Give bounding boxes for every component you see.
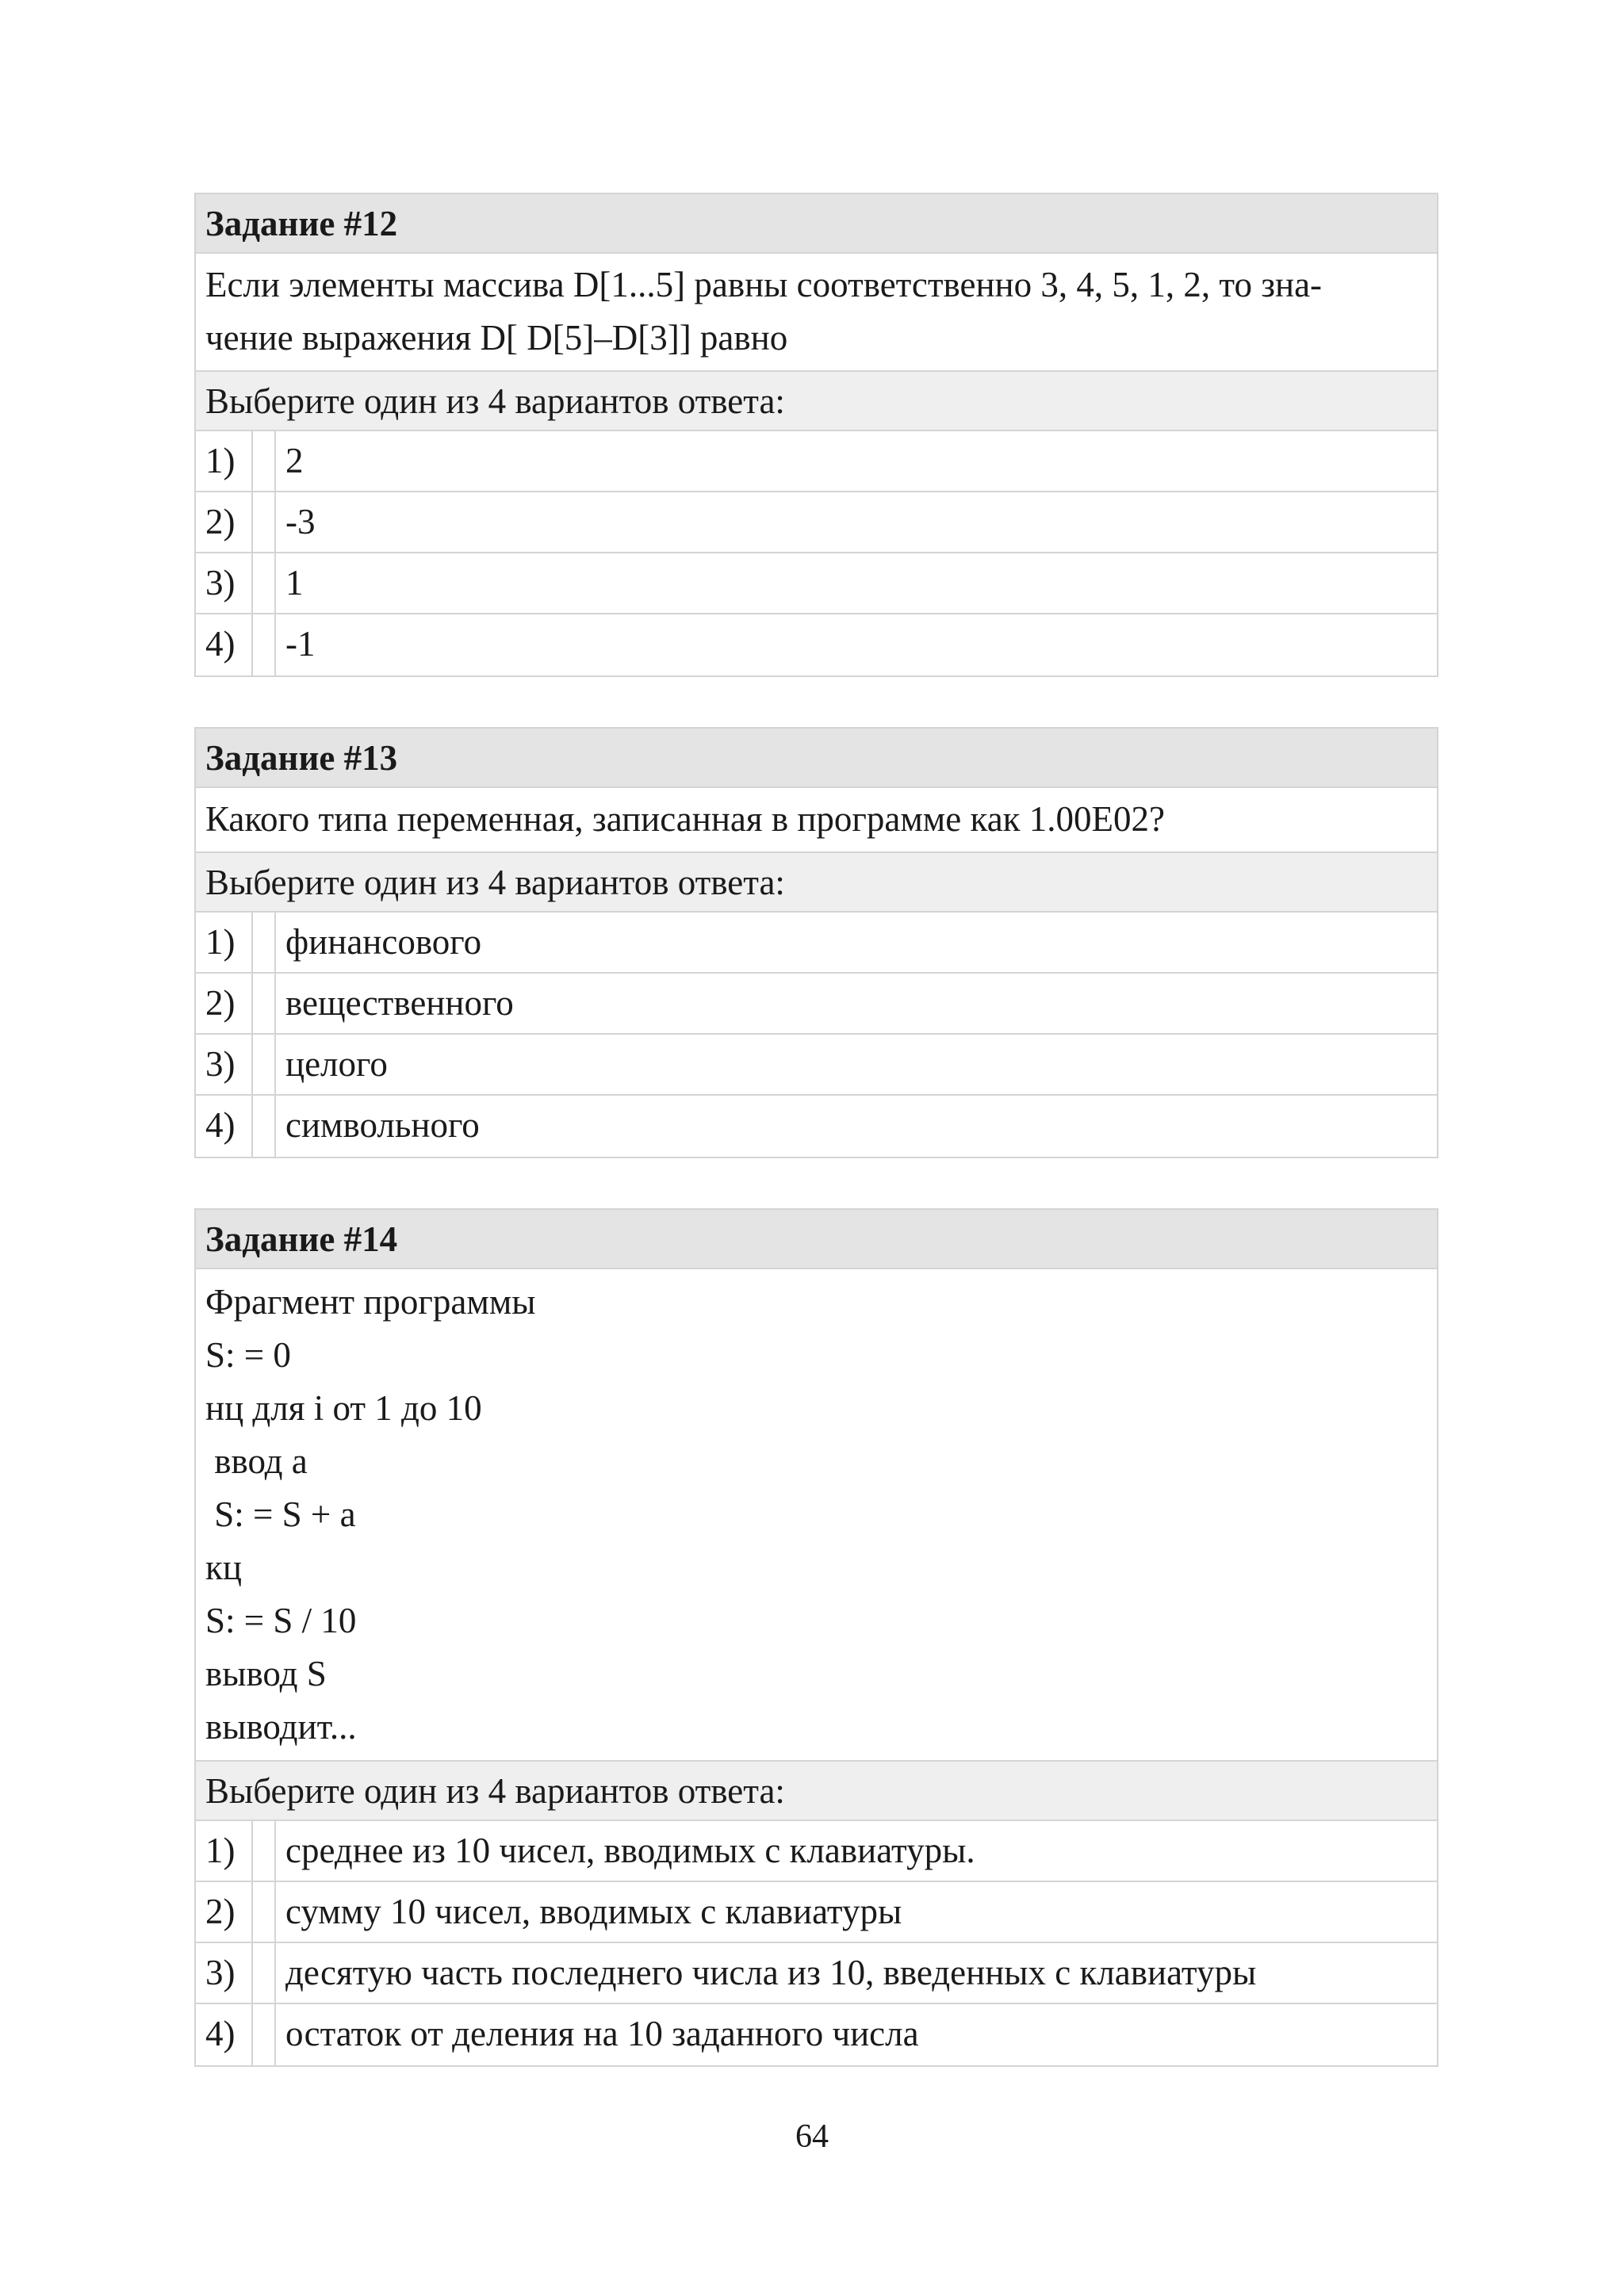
option-marker-cell	[253, 1096, 276, 1157]
option-text: 2	[285, 441, 304, 480]
code-line: S: = S / 10	[205, 1601, 357, 1640]
task-12-table	[194, 193, 1438, 677]
option-number: 1)	[196, 1821, 253, 1881]
answer-option-1[interactable]	[196, 1821, 1437, 1882]
option-marker-cell	[253, 614, 276, 675]
task-title: Задание #12	[196, 194, 1437, 254]
question-text	[196, 788, 1437, 853]
option-marker-cell	[253, 1882, 276, 1942]
answer-option-4[interactable]	[196, 1096, 1437, 1157]
option-text: целого	[285, 1044, 388, 1084]
option-number: 2)	[196, 492, 253, 552]
option-number: 3)	[196, 1943, 253, 2003]
option-marker-cell	[253, 431, 276, 491]
answer-option-4[interactable]	[196, 614, 1437, 675]
code-line: вывод S	[205, 1654, 327, 1693]
question-line: Если элементы массива D[1...5] равны соответственно 3, 4, 5, 1, 2, то зна-	[205, 265, 1323, 304]
question-line: Какого типа переменная, записанная в программе как 1.00E02?	[205, 799, 1165, 839]
code-line: нц для i от 1 до 10	[205, 1388, 482, 1428]
option-number: 1)	[196, 431, 253, 491]
option-number: 2)	[196, 974, 253, 1033]
answer-instruction: Выберите один из 4 вариантов ответа:	[196, 853, 1437, 913]
option-text: остаток от деления на 10 заданного числа	[285, 2014, 919, 2053]
answer-option-2[interactable]	[196, 1882, 1437, 1943]
option-marker-cell	[253, 1035, 276, 1094]
option-text: сумму 10 чисел, вводимых с клавиатуры	[285, 1892, 902, 1931]
task-14-table	[194, 1208, 1438, 2067]
answer-option-3[interactable]	[196, 1943, 1437, 2004]
answer-option-1[interactable]	[196, 431, 1437, 492]
option-text: финансового	[285, 922, 482, 962]
code-line: ввод a	[205, 1441, 308, 1481]
option-number: 3)	[196, 553, 253, 613]
option-number: 3)	[196, 1035, 253, 1094]
question-code-block	[196, 1269, 1437, 1762]
code-line: S: = S + a	[205, 1494, 356, 1534]
option-marker-cell	[253, 553, 276, 613]
option-text: -3	[285, 502, 316, 541]
code-line: выводит...	[205, 1707, 357, 1747]
option-number: 1)	[196, 913, 253, 972]
option-marker-cell	[253, 1943, 276, 2003]
answer-option-2[interactable]	[196, 492, 1437, 553]
option-marker-cell	[253, 2004, 276, 2065]
code-line: S: = 0	[205, 1335, 291, 1375]
task-13-table	[194, 727, 1438, 1158]
option-marker-cell	[253, 1821, 276, 1881]
option-text: десятую часть последнего числа из 10, введенных с клавиатуры	[285, 1953, 1257, 1992]
question-text	[196, 254, 1437, 372]
option-number: 4)	[196, 1096, 253, 1157]
answer-option-4[interactable]	[196, 2004, 1437, 2065]
task-title: Задание #13	[196, 729, 1437, 788]
option-text: символьного	[285, 1105, 480, 1145]
answer-option-3[interactable]	[196, 1035, 1437, 1096]
option-marker-cell	[253, 974, 276, 1033]
option-number: 4)	[196, 2004, 253, 2065]
code-line: кц	[205, 1548, 242, 1587]
option-text: среднее из 10 чисел, вводимых с клавиатуры.	[285, 1831, 975, 1870]
question-line: чение выражения D[ D[5]–D[3]] равно	[205, 318, 788, 358]
option-marker-cell	[253, 913, 276, 972]
answer-option-3[interactable]	[196, 553, 1437, 614]
option-text: -1	[285, 624, 316, 664]
answer-instruction: Выберите один из 4 вариантов ответа:	[196, 1762, 1437, 1821]
option-number: 4)	[196, 614, 253, 675]
option-number: 2)	[196, 1882, 253, 1942]
answer-option-1[interactable]	[196, 913, 1437, 974]
page-number: 64	[795, 2118, 829, 2155]
code-line: Фрагмент программы	[205, 1282, 536, 1322]
answer-option-2[interactable]	[196, 974, 1437, 1035]
task-title: Задание #14	[196, 1210, 1437, 1269]
option-text: 1	[285, 563, 304, 603]
option-marker-cell	[253, 492, 276, 552]
answer-instruction: Выберите один из 4 вариантов ответа:	[196, 372, 1437, 431]
option-text: вещественного	[285, 983, 514, 1023]
